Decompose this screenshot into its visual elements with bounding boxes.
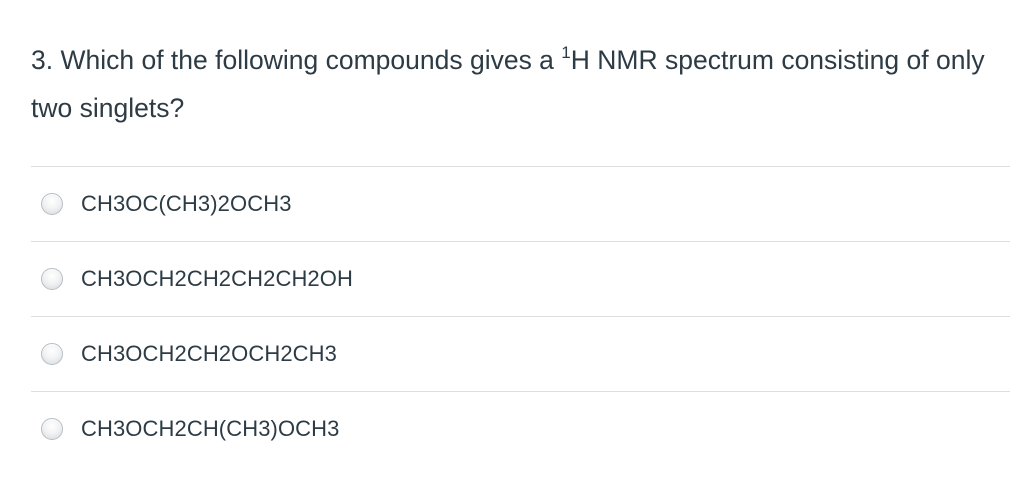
radio-button-icon[interactable] bbox=[41, 418, 63, 440]
radio-button-icon[interactable] bbox=[41, 343, 63, 365]
answer-option-4[interactable] bbox=[31, 391, 1010, 466]
question-suffix: H NMR spectrum consisting of only two singlets? bbox=[31, 45, 985, 123]
isotope-superscript: 1 bbox=[561, 43, 571, 62]
question-prefix: 3. Which of the following compounds gives a bbox=[31, 45, 562, 75]
radio-button-icon[interactable] bbox=[41, 268, 63, 290]
answer-option-1[interactable] bbox=[31, 166, 1010, 241]
answer-option-2[interactable] bbox=[31, 241, 1010, 316]
answer-label[interactable]: CH3OCH2CH(CH3)OCH3 bbox=[81, 416, 340, 441]
answer-option-3[interactable] bbox=[31, 316, 1010, 391]
question-text bbox=[31, 38, 1016, 131]
answer-label[interactable]: CH3OCH2CH2OCH2CH3 bbox=[81, 341, 337, 366]
answer-label[interactable]: CH3OCH2CH2CH2CH2OH bbox=[81, 266, 353, 291]
radio-button-icon[interactable] bbox=[41, 193, 63, 215]
answer-label[interactable]: CH3OC(CH3)2OCH3 bbox=[81, 191, 292, 216]
answer-list bbox=[31, 166, 1010, 466]
